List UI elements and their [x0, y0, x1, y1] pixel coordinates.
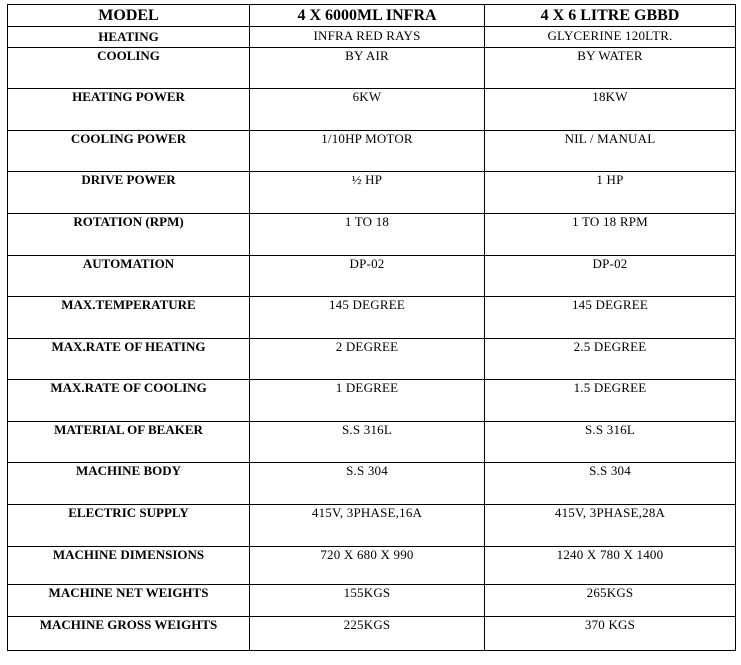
row-value-b: S.S 316L: [485, 422, 736, 463]
row-value-b: 415V, 3PHASE,28A: [485, 505, 736, 547]
row-value-b: S.S 304: [485, 463, 736, 505]
row-value-a: 225KGS: [250, 617, 485, 651]
row-value-a: 2 DEGREE: [250, 339, 485, 380]
header-model: MODEL: [8, 5, 250, 27]
row-value-a: 720 X 680 X 990: [250, 547, 485, 585]
table-row: [8, 422, 736, 463]
table-row: [8, 339, 736, 380]
row-label: MACHINE NET WEIGHTS: [8, 585, 250, 617]
row-label: MAX.RATE OF HEATING: [8, 339, 250, 380]
row-value-b: 145 DEGREE: [485, 297, 736, 339]
row-label: ROTATION (RPM): [8, 214, 250, 256]
row-value-b: BY WATER: [485, 48, 736, 89]
row-value-a: ½ HP: [250, 172, 485, 214]
table-row: [8, 617, 736, 651]
table-row: [8, 172, 736, 214]
table-row: [8, 463, 736, 505]
header-model-b: 4 X 6 LITRE GBBD: [485, 5, 736, 27]
row-value-a: S.S 304: [250, 463, 485, 505]
row-value-b: 1 TO 18 RPM: [485, 214, 736, 256]
row-value-a: S.S 316L: [250, 422, 485, 463]
table-row: [8, 585, 736, 617]
header-model-a: 4 X 6000ML INFRA: [250, 5, 485, 27]
row-value-b: 1 HP: [485, 172, 736, 214]
row-label: COOLING: [8, 48, 250, 89]
table-row: [8, 380, 736, 422]
row-value-b: 2.5 DEGREE: [485, 339, 736, 380]
table-row: [8, 214, 736, 256]
row-value-a: 1/10HP MOTOR: [250, 131, 485, 172]
row-value-b: 1.5 DEGREE: [485, 380, 736, 422]
row-value-a: 155KGS: [250, 585, 485, 617]
row-label: MATERIAL OF BEAKER: [8, 422, 250, 463]
row-value-a: 145 DEGREE: [250, 297, 485, 339]
row-label: MACHINE BODY: [8, 463, 250, 505]
row-label: MAX.RATE OF COOLING: [8, 380, 250, 422]
spec-comparison-table: [7, 4, 736, 651]
row-value-a: BY AIR: [250, 48, 485, 89]
row-label: HEATING POWER: [8, 89, 250, 131]
row-label: ELECTRIC SUPPLY: [8, 505, 250, 547]
table-row: [8, 27, 736, 48]
row-value-a: INFRA RED RAYS: [250, 27, 485, 48]
row-value-b: NIL / MANUAL: [485, 131, 736, 172]
row-value-a: 415V, 3PHASE,16A: [250, 505, 485, 547]
table-row: [8, 89, 736, 131]
row-value-b: 265KGS: [485, 585, 736, 617]
row-value-b: DP-02: [485, 256, 736, 297]
table-row: [8, 297, 736, 339]
row-label: HEATING: [8, 27, 250, 48]
row-label: MACHINE GROSS WEIGHTS: [8, 617, 250, 651]
row-label: AUTOMATION: [8, 256, 250, 297]
row-value-b: GLYCERINE 120LTR.: [485, 27, 736, 48]
row-value-a: DP-02: [250, 256, 485, 297]
table-row: [8, 547, 736, 585]
row-label: MACHINE DIMENSIONS: [8, 547, 250, 585]
table-row: [8, 256, 736, 297]
row-value-a: 1 TO 18: [250, 214, 485, 256]
table-row: [8, 131, 736, 172]
row-label: DRIVE POWER: [8, 172, 250, 214]
row-value-b: 370 KGS: [485, 617, 736, 651]
header-row: [8, 5, 736, 27]
row-value-a: 6KW: [250, 89, 485, 131]
row-value-b: 1240 X 780 X 1400: [485, 547, 736, 585]
row-value-a: 1 DEGREE: [250, 380, 485, 422]
table-row: [8, 505, 736, 547]
table-row: [8, 48, 736, 89]
row-value-b: 18KW: [485, 89, 736, 131]
row-label: MAX.TEMPERATURE: [8, 297, 250, 339]
row-label: COOLING POWER: [8, 131, 250, 172]
